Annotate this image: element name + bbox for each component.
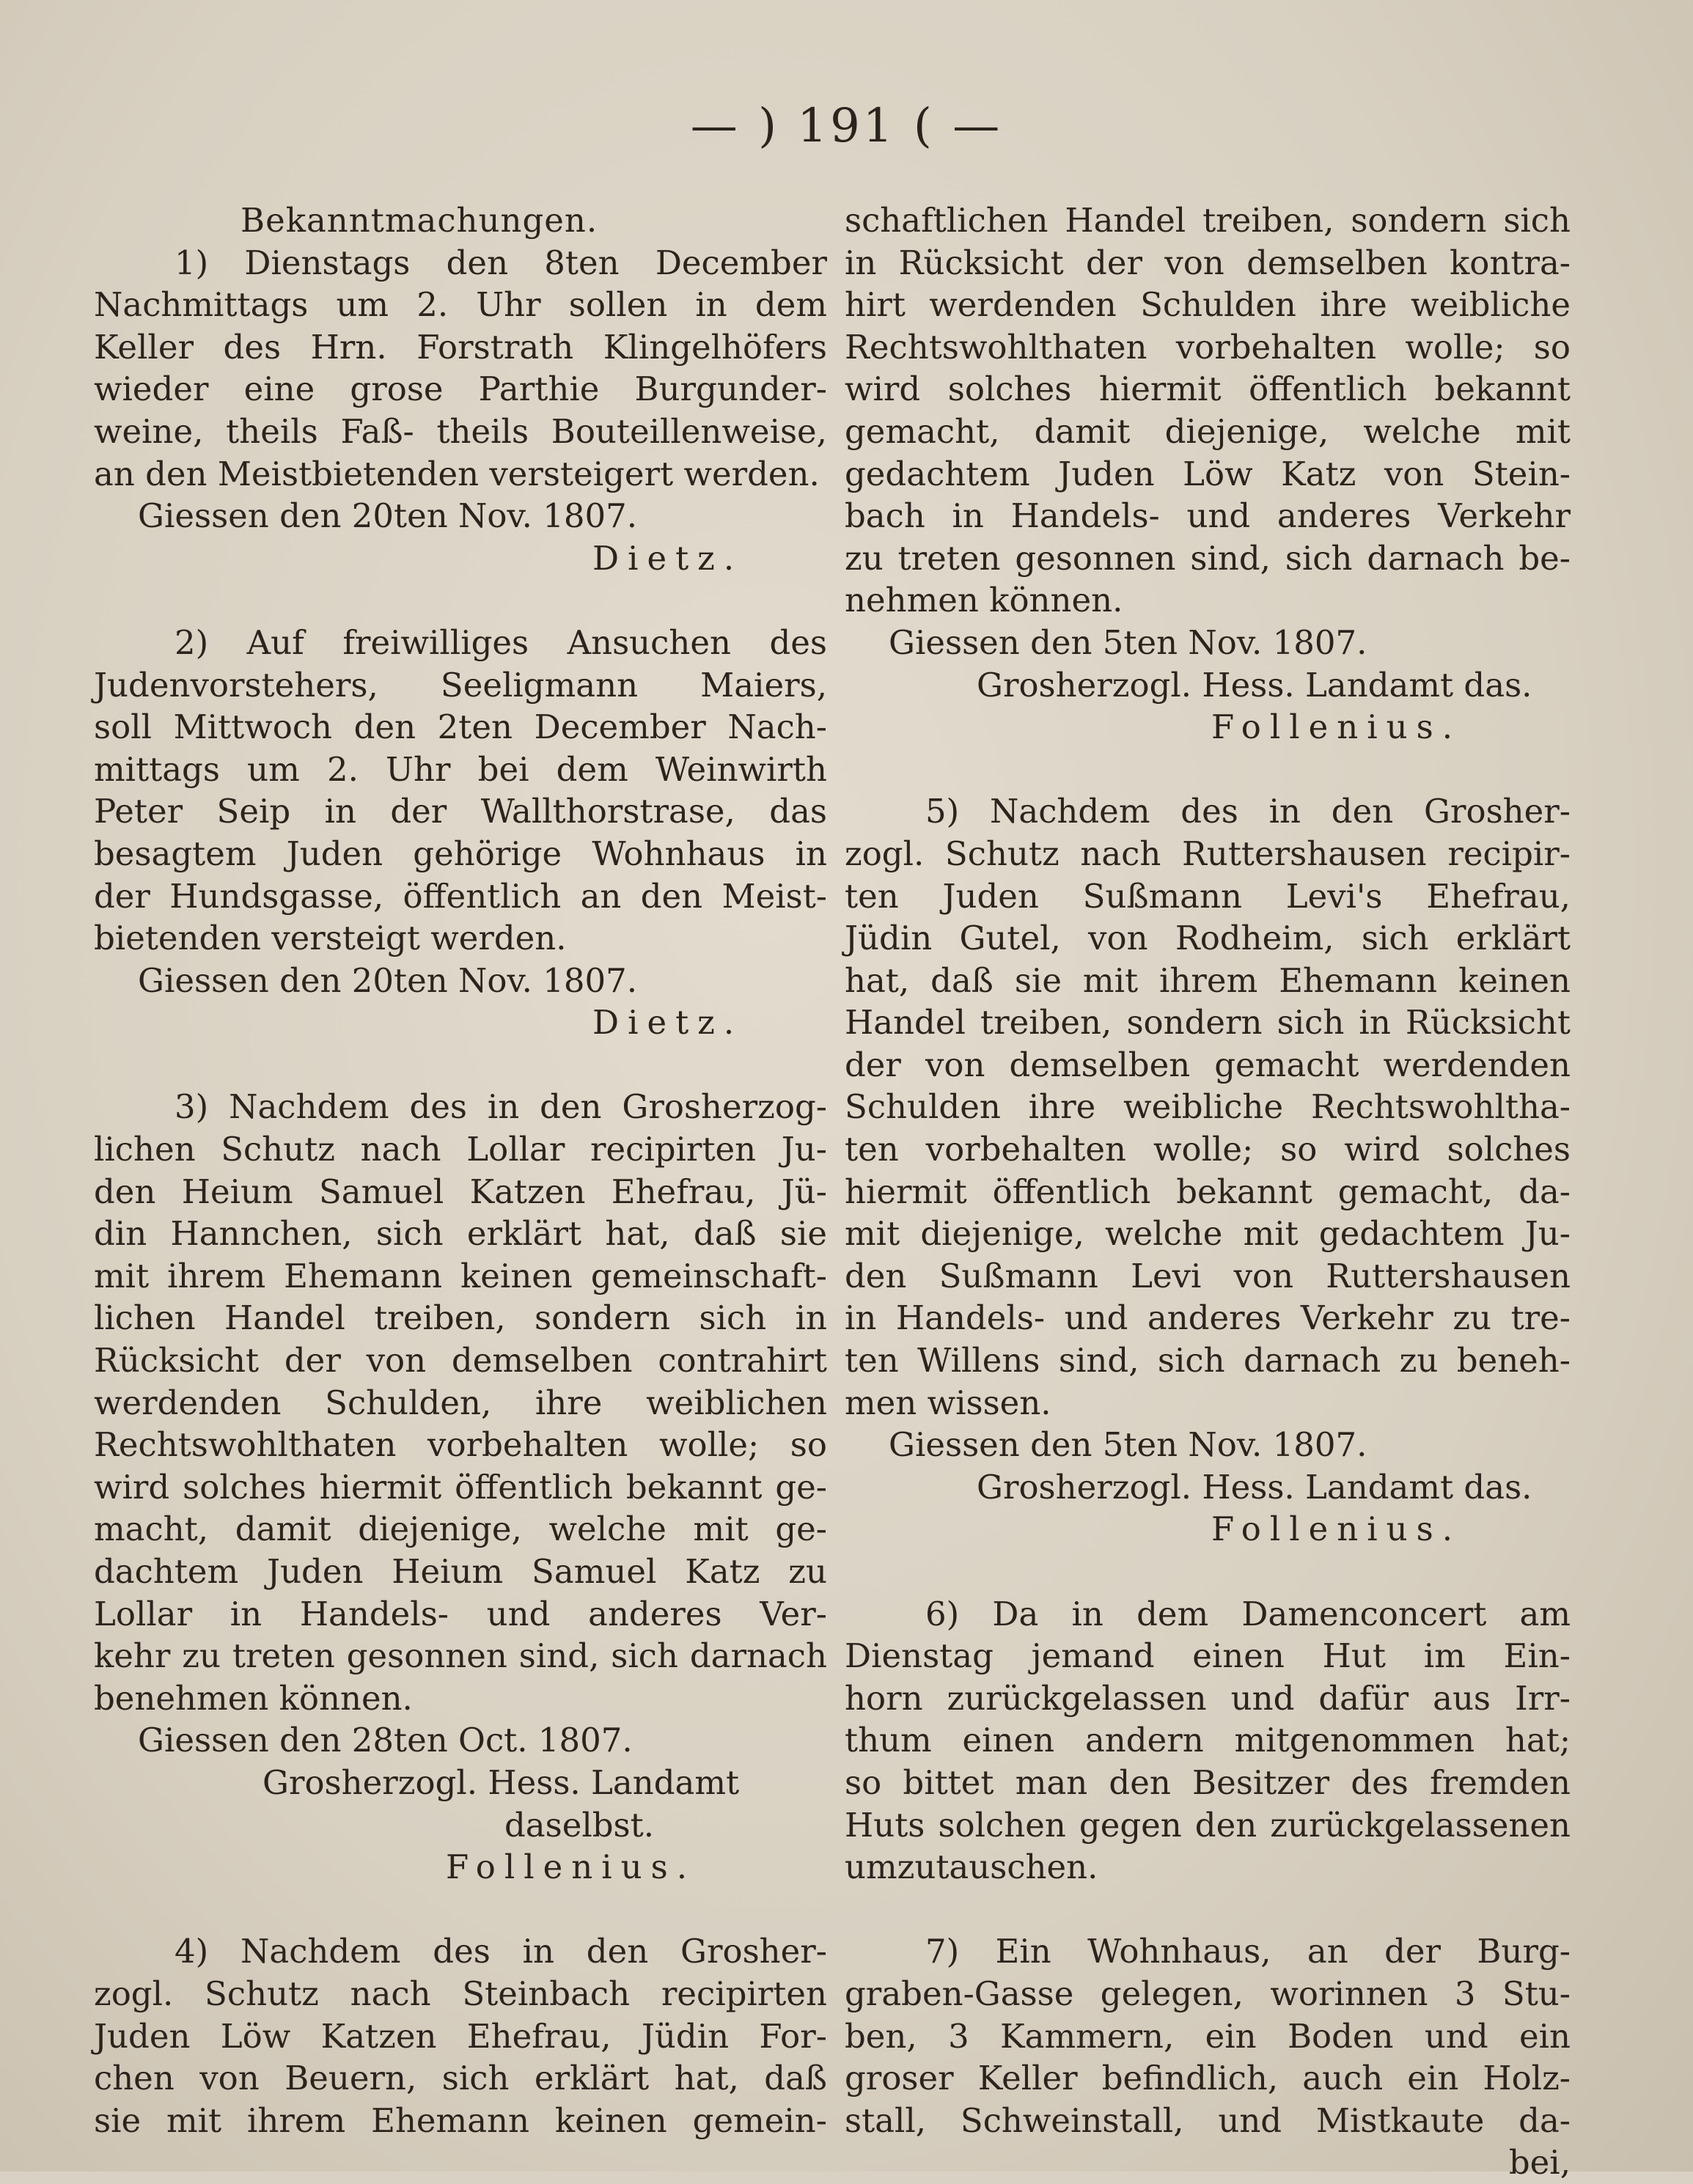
- signature-line: Follenius.: [1211, 707, 1462, 747]
- text-line: zogl. Schutz nach Ruttershausen recipir-: [845, 834, 1571, 873]
- paragraph-gap: [94, 1044, 827, 1087]
- text-line: zogl. Schutz nach Steinbach recipirten: [94, 1974, 827, 2013]
- text-line: den Heium Samuel Katzen Ehefrau, Jü-: [94, 1172, 827, 1211]
- text-line: gemacht, damit diejenige, welche mit: [845, 411, 1571, 451]
- text-line: 3) Nachdem des in den Grosherzog-: [175, 1087, 827, 1127]
- dateline: Giessen den 28ten Oct. 1807.: [138, 1721, 633, 1760]
- office-line: daselbst.: [504, 1805, 655, 1845]
- office-line: Grosherzogl. Hess. Landamt: [262, 1762, 740, 1802]
- text-line: ten Willens sind, sich darnach zu beneh-: [845, 1341, 1571, 1380]
- text-line: stall, Schweinstall, und Mistkaute da-: [845, 2100, 1571, 2140]
- dateline: Giessen den 20ten Nov. 1807.: [138, 496, 638, 536]
- signature-line: Follenius.: [446, 1847, 697, 1887]
- text-line: besagtem Juden gehörige Wohnhaus in: [94, 834, 827, 873]
- text-line: Rücksicht der von demselben contrahirt: [94, 1341, 827, 1380]
- text-line: der Hundsgasse, öffentlich an den Meist-: [94, 876, 827, 916]
- paragraph-gap: [845, 1889, 1571, 1931]
- text-line: Handel treiben, sondern sich in Rücksicht: [845, 1003, 1571, 1043]
- text-line: chen von Beuern, sich erklärt hat, daß: [94, 2059, 827, 2098]
- text-line: schaftlichen Handel treiben, sondern sich: [845, 201, 1571, 240]
- text-line: Schulden ihre weibliche Rechtswohltha-: [845, 1087, 1571, 1127]
- text-line: mit ihrem Ehemann keinen gemeinschaft-: [94, 1256, 827, 1295]
- text-line: din Hannchen, sich erklärt hat, daß sie: [94, 1214, 827, 1254]
- text-line: Keller des Hrn. Forstrath Klingelhöfers: [94, 327, 827, 367]
- text-line: Dienstag jemand einen Hut im Ein-: [845, 1636, 1571, 1676]
- dateline: Giessen den 5ten Nov. 1807.: [889, 622, 1367, 662]
- signature-line: Dietz.: [592, 1003, 743, 1043]
- text-line: weine, theils Faß- theils Bouteillenweise,: [94, 411, 827, 451]
- text-line: bei,: [1508, 2143, 1571, 2183]
- text-line: wird solches hiermit öffentlich bekannt ge-: [94, 1467, 827, 1507]
- text-line: der von demselben gemacht werdenden: [845, 1045, 1571, 1084]
- paragraph-gap: [94, 1889, 827, 1931]
- text-line: so bittet man den Besitzer des fremden: [845, 1762, 1571, 1802]
- dateline: Giessen den 5ten Nov. 1807.: [889, 1425, 1367, 1465]
- text-line: 6) Da in dem Damenconcert am: [925, 1594, 1571, 1633]
- text-line: kehr zu treten gesonnen sind, sich darnach: [94, 1636, 827, 1676]
- text-line: mittags um 2. Uhr bei dem Weinwirth: [94, 749, 827, 789]
- text-line: graben-Gasse gelegen, worinnen 3 Stu-: [845, 1974, 1571, 2013]
- text-line: Rechtswohlthaten vorbehalten wolle; so: [845, 327, 1571, 367]
- paragraph-gap: [845, 1551, 1571, 1593]
- text-line: ten Juden Sußmann Levi's Ehefrau,: [845, 876, 1571, 916]
- text-line: Judenvorstehers, Seeligmann Maiers,: [94, 665, 827, 705]
- paragraph-gap: [845, 749, 1571, 791]
- text-line: den Sußmann Levi von Ruttershausen: [845, 1256, 1571, 1295]
- text-line: men wissen.: [845, 1383, 1051, 1422]
- text-line: Lollar in Handels- und anderes Ver-: [94, 1594, 827, 1633]
- text-line: Jüdin Gutel, von Rodheim, sich erklärt: [845, 919, 1571, 958]
- text-line: wieder eine grose Parthie Burgunder-: [94, 369, 827, 409]
- text-line: 5) Nachdem des in den Grosher-: [925, 792, 1571, 831]
- text-line: 7) Ein Wohnhaus, an der Burg-: [925, 1932, 1571, 1971]
- section-heading: Bekanntmachungen.: [240, 201, 598, 240]
- office-line: Grosherzogl. Hess. Landamt das.: [977, 1467, 1532, 1507]
- text-line: bach in Handels- und anderes Verkehr: [845, 496, 1571, 536]
- right-column: [845, 199, 1571, 2184]
- text-line: benehmen können.: [94, 1678, 413, 1718]
- text-line: hirt werdenden Schulden ihre weibliche: [845, 285, 1571, 325]
- text-line: 4) Nachdem des in den Grosher-: [175, 1932, 827, 1971]
- office-line: Grosherzogl. Hess. Landamt das.: [977, 665, 1532, 705]
- text-line: an den Meistbietenden versteigert werden.: [94, 454, 820, 493]
- text-line: dachtem Juden Heium Samuel Katz zu: [94, 1552, 827, 1591]
- text-line: nehmen können.: [845, 581, 1123, 620]
- text-line: groser Keller befindlich, auch ein Holz-: [845, 2059, 1571, 2098]
- text-line: in Handels- und anderes Verkehr zu tre-: [845, 1298, 1571, 1338]
- text-line: mit diejenige, welche mit gedachtem Ju-: [845, 1214, 1571, 1254]
- text-line: Juden Löw Katzen Ehefrau, Jüdin For-: [94, 2016, 827, 2056]
- paragraph-gap: [94, 579, 827, 622]
- text-line: ben, 3 Kammern, ein Boden und ein: [845, 2016, 1571, 2056]
- text-line: hat, daß sie mit ihrem Ehemann keinen: [845, 960, 1571, 1000]
- text-line: horn zurückgelassen und dafür aus Irr-: [845, 1678, 1571, 1718]
- text-line: werdenden Schulden, ihre weiblichen: [94, 1383, 827, 1422]
- text-line: hiermit öffentlich bekannt gemacht, da-: [845, 1172, 1571, 1211]
- text-line: 1) Dienstags den 8ten December: [175, 243, 827, 282]
- text-line: ten vorbehalten wolle; so wird solches: [845, 1130, 1571, 1169]
- text-line: umzutauschen.: [845, 1847, 1098, 1887]
- signature-line: Dietz.: [592, 538, 743, 578]
- dateline: Giessen den 20ten Nov. 1807.: [138, 960, 638, 1000]
- text-line: lichen Schutz nach Lollar recipirten Ju-: [94, 1130, 827, 1169]
- text-line: zu treten gesonnen sind, sich darnach be-: [845, 538, 1571, 578]
- left-column: [94, 199, 827, 2141]
- text-line: Rechtswohlthaten vorbehalten wolle; so: [94, 1425, 827, 1465]
- text-line: thum einen andern mitgenommen hat;: [845, 1721, 1571, 1760]
- text-line: bietenden versteigt werden.: [94, 919, 567, 958]
- text-line: soll Mittwoch den 2ten December Nach-: [94, 707, 827, 747]
- text-line: in Rücksicht der von demselben kontra-: [845, 243, 1571, 282]
- text-line: Nachmittags um 2. Uhr sollen in dem: [94, 285, 827, 325]
- text-line: macht, damit diejenige, welche mit ge-: [94, 1510, 827, 1549]
- text-line: Huts solchen gegen den zurückgelassenen: [845, 1805, 1571, 1845]
- text-line: sie mit ihrem Ehemann keinen gemein-: [94, 2100, 827, 2140]
- text-line: gedachtem Juden Löw Katz von Stein-: [845, 454, 1571, 493]
- text-line: lichen Handel treiben, sondern sich in: [94, 1298, 827, 1338]
- text-line: wird solches hiermit öffentlich bekannt: [845, 369, 1571, 409]
- page-number: — ) 191 ( —: [690, 99, 1003, 153]
- signature-line: Follenius.: [1211, 1510, 1462, 1549]
- text-line: Peter Seip in der Wallthorstrase, das: [94, 792, 827, 831]
- text-line: 2) Auf freiwilliges Ansuchen des: [175, 622, 827, 662]
